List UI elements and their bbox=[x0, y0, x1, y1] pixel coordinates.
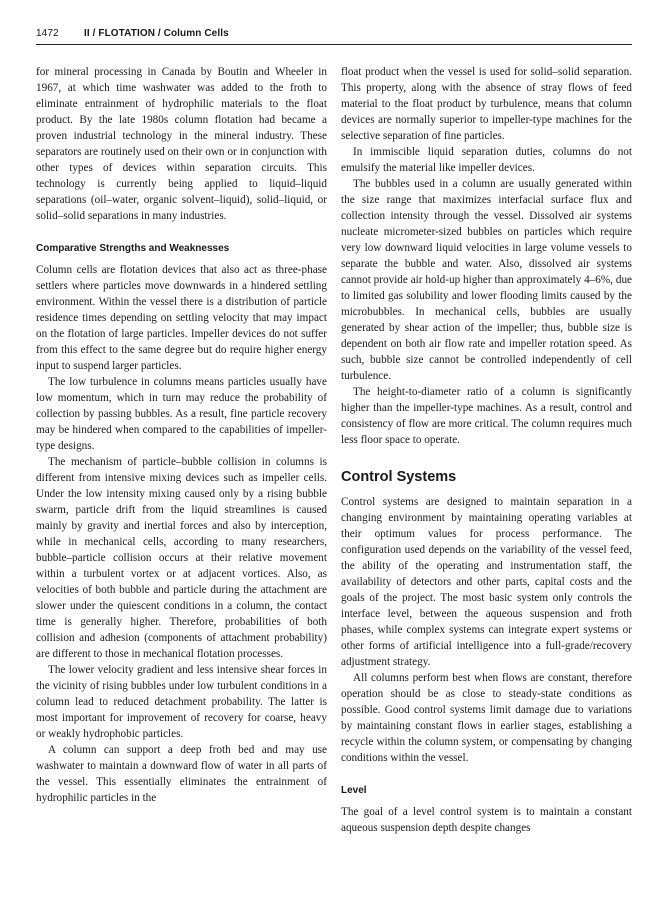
right-paragraph-3: The bubbles used in a column are usually generated within the size range that maximizes interfacial surface flux and collection intensity through the vessel. Dissolved air systems nucleate micrometer-sized bubbles on particles which require very low downward liquid velocities in large volume vessels to separate the bubble and water. Also, dissolved air systems cannot provide air hold-up higher than approximately 4–6%, due to limited gas solubility and lower flooding limits caused by the microbubbles. In mechanical cells, bubbles are usually generated by shear action of the impeller; thus, bubble size is dependent on both air flow rate and impeller rotation speed. As such, bubble size cannot be controlled independently of cell turbulence. bbox=[341, 178, 632, 382]
right-paragraph-7: The goal of a level control system is to maintain a constant aqueous suspension depth despite changes bbox=[341, 806, 632, 834]
header-rule bbox=[36, 44, 632, 45]
left-paragraph-5: The lower velocity gradient and less intensive shear forces in the vicinity of rising bubbles under low turbulent conditions in a column lead to reduced detachment probability. The latter is most important for improvement of recovery for coarse, heavy or weakly hydrophobic particles. bbox=[36, 664, 327, 740]
left-paragraph-4: The mechanism of particle–bubble collision in columns is different from intensive mixing devices such as impeller cells. Under the low intensity mixing caused only by a rising bubble swarm, particle drift from the liquid streamlines is caused mainly by gravity and inertial forces and also by interception, while in mechanical cells, according to many researchers, bubble–particle collision occurs at their relative movement within a turbulent vortex or at adjacent vortices. Also, as velocities of both bubble and particle during the attachment are slower under the quiescent conditions in a column, the contact time is generally higher. Therefore, probabilities of both collision and adhesion (components of attachment probability) are different to those in mechanical flotation processes. bbox=[36, 456, 327, 660]
left-paragraph-6: A column can support a deep froth bed and may use washwater to maintain a downward flow of water in all parts of the vessel. This essentially eliminates the entrainment of hydrophilic particles in the bbox=[36, 744, 327, 804]
left-paragraph-3: The low turbulence in columns means particles usually have low momentum, which in turn may reduce the probability of collection by passing bubbles. As a result, fine particle recovery may be hindered when compared to the capabilities of impeller-type designs. bbox=[36, 376, 327, 452]
heading-comparative-strengths: Comparative Strengths and Weaknesses bbox=[36, 243, 230, 254]
heading-level: Level bbox=[341, 785, 367, 796]
right-column bbox=[341, 64, 632, 836]
left-column bbox=[36, 64, 327, 806]
right-paragraph-6: All columns perform best when flows are constant, therefore operation should be as close to steady-state conditions as possible. Good control systems limit damage due to variations by maintaining constant flows in earlier stages, establishing a recycle within the column system, or compensating by changing conditions within the vessel. bbox=[341, 672, 632, 764]
left-paragraph-2: Column cells are flotation devices that also act as three-phase settlers where particles move downwards in a hindered settling environment. Within the vessel there is a distribution of particle residence times depending on settling velocity that may impact on the flotation of large particles. Impeller devices do not suffer from this effect to the same degree but do require higher energy input to suspend larger particles. bbox=[36, 264, 327, 372]
right-paragraph-2: In immiscible liquid separation duties, columns do not emulsify the material like impeller devices. bbox=[341, 146, 632, 174]
section-title: II / FLOTATION / Column Cells bbox=[84, 28, 229, 39]
running-head bbox=[36, 28, 632, 39]
page-number: 1472 bbox=[36, 28, 59, 39]
heading-control-systems: Control Systems bbox=[341, 469, 457, 485]
right-paragraph-5: Control systems are designed to maintain separation in a changing environment by maintaining operating variables at their optimum values for process performance. The configuration used depends on the variability of the vessel feed, the ability of the operating and instrumentation staff, the availability of detectors and other parts, capital costs and the goals of the project. The most basic system only controls the interface level, between the aqueous suspension and froth phases, while complex systems can integrate expert systems or other forms of artificial intelligence into a full-grade/recovery adjustment strategy. bbox=[341, 496, 632, 668]
right-paragraph-4: The height-to-diameter ratio of a column is significantly higher than the impeller-type machines. As a result, control and consistency of flow are more critical. The column requires much less floor space to operate. bbox=[341, 386, 632, 446]
left-paragraph-1: for mineral processing in Canada by Boutin and Wheeler in 1967, at which time washwater was added to the froth to eliminate entrainment of hydrophilic materials to the float product. By the late 1980s column flotation had became a proven industrial technology in the mineral industry. These separators are routinely used on their own or in conjunction with other types of devices within separation circuits. This technology is currently being applied to liquid–liquid separations (oil–water, organic solvent–liquid), solid–liquid, or solid–solid separations in many industries. bbox=[36, 66, 327, 222]
right-paragraph-1: float product when the vessel is used for solid–solid separation. This property, along with the absence of stray flows of feed material to the float product by turbulence, means that column devices are normally superior to impeller-type machines for the selective separation of fine particles. bbox=[341, 66, 632, 142]
